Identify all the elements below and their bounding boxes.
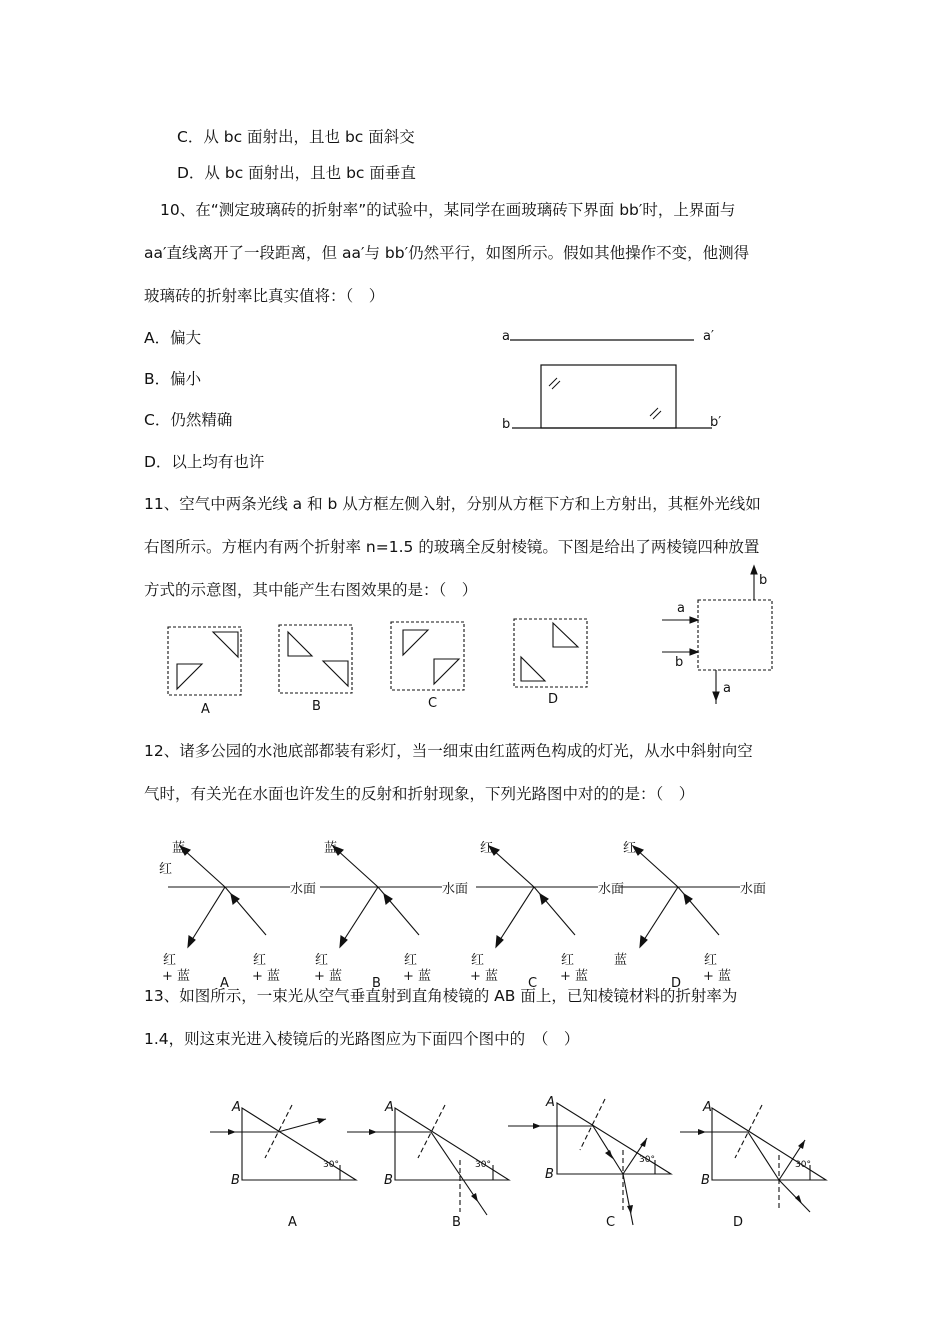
q12-d-br-label-2: + 蓝 <box>703 969 732 984</box>
q12-stem-line1: 12、诸多公园的水池底部都装有彩灯，当一细束由红蓝两色构成的灯光，从水中斜射向空 <box>144 742 753 760</box>
q13-choice-label-a: A <box>288 1215 297 1230</box>
q12-stem-line2: 气时，有关光在水面也许发生的反射和折射现象，下列光路图中对的的是：（ ） <box>144 785 695 803</box>
q13-choice-label-b: B <box>452 1215 461 1230</box>
q12-b-bl-label-2: + 蓝 <box>314 969 343 984</box>
q13-a-vertex-b: B <box>231 1173 240 1188</box>
q12-b-top-label-1: 蓝 <box>324 841 338 856</box>
q11-stem-line1: 11、空气中两条光线 a 和 b 从方框左侧入射，分别从方框下方和上方射出，其框外光线如 <box>144 495 761 513</box>
q10-option-b: B．偏小 <box>144 370 202 388</box>
q12-a-choice-label: A <box>220 976 229 991</box>
q10-stem-line1: 10、在“测定玻璃砖的折射率”的试验中，某同学在画玻璃砖下界面 bb′时，上界面与 <box>160 201 736 219</box>
q10-label-b-prime: b′ <box>710 415 722 430</box>
q12-d-bl-label-1: 蓝 <box>614 953 628 968</box>
q12-c-choice-label: C <box>528 976 538 991</box>
q10-option-a: A．偏大 <box>144 329 202 347</box>
q13-a-vertex-a: A <box>232 1100 241 1115</box>
q12-b-water-label: 水面 <box>442 882 469 897</box>
q9-option-d: D．从 bc 面射出，且也 bc 面垂直 <box>177 164 416 182</box>
q12-b-br-label-2: + 蓝 <box>403 969 432 984</box>
q12-c-bl-label-1: 红 <box>471 953 485 968</box>
q12-c-bl-label-2: + 蓝 <box>470 969 499 984</box>
q9-option-c: C．从 bc 面射出，且也 bc 面斜交 <box>177 128 415 146</box>
q12-c-water-label: 水面 <box>598 882 625 897</box>
q13-b-vertex-b: B <box>384 1173 393 1188</box>
q13-c-angle-label: 30° <box>639 1155 655 1165</box>
q12-d-water-label: 水面 <box>740 882 767 897</box>
q13-stem-line1: 13、如图所示，一束光从空气垂直射到直角棱镜的 AB 面上，已知棱镜材料的折射率为 <box>144 987 738 1005</box>
q12-a-top-label-2: 红 <box>159 862 173 877</box>
q10-stem-line2: aa′直线离开了一段距离，但 aa′与 bb′仍然平行，如图所示。假如其他操作不变，他测得 <box>144 244 750 262</box>
q12-a-top-label-1: 蓝 <box>172 841 186 856</box>
q11-label-a-out: a <box>723 681 731 696</box>
q11-label-b-in: b <box>675 655 684 670</box>
q13-d-vertex-b: B <box>701 1173 710 1188</box>
q13-stem-line2: 1.4，则这束光进入棱镜后的光路图应为下面四个图中的 （ ） <box>144 1030 580 1048</box>
q13-a-angle-label: 30° <box>323 1160 339 1170</box>
q12-c-top-label-1: 红 <box>480 841 494 856</box>
q12-b-choice-label: B <box>372 976 381 991</box>
q11-choice-label-d: D <box>548 692 559 707</box>
q13-b-angle-label: 30° <box>475 1160 491 1170</box>
q10-label-a-prime: a′ <box>703 329 714 344</box>
q12-a-br-label-2: + 蓝 <box>252 969 281 984</box>
q11-choice-label-c: C <box>428 696 438 711</box>
q11-label-b-out: b <box>759 573 768 588</box>
q11-stem-line3: 方式的示意图，其中能产生右图效果的是：（ ） <box>144 581 478 599</box>
q12-b-bl-label-1: 红 <box>315 953 329 968</box>
q12-b-br-label-1: 红 <box>404 953 418 968</box>
q13-d-vertex-a: A <box>703 1100 712 1115</box>
q12-a-bl-label-2: + 蓝 <box>162 969 191 984</box>
q13-d-angle-label: 30° <box>795 1160 811 1170</box>
q10-option-c: C．仍然精确 <box>144 411 233 429</box>
q12-d-br-label-1: 红 <box>704 953 718 968</box>
q12-c-br-label-1: 红 <box>561 953 575 968</box>
q10-option-d: D．以上均有也许 <box>144 453 265 471</box>
q13-b-vertex-a: A <box>385 1100 394 1115</box>
q12-d-choice-label: D <box>671 976 682 991</box>
q13-choice-label-c: C <box>606 1215 616 1230</box>
q13-choice-label-d: D <box>733 1215 744 1230</box>
q11-choice-label-a: A <box>201 702 210 717</box>
q10-stem-line3: 玻璃砖的折射率比真实值将：（ ） <box>144 287 385 305</box>
q10-label-a: a <box>502 329 510 344</box>
q11-label-a-in: a <box>677 601 685 616</box>
q13-c-vertex-a: A <box>546 1095 555 1110</box>
q12-a-br-label-1: 红 <box>253 953 267 968</box>
q12-c-br-label-2: + 蓝 <box>560 969 589 984</box>
q11-choice-label-b: B <box>312 699 321 714</box>
q11-stem-line2: 右图所示。方框内有两个折射率 n=1.5 的玻璃全反射棱镜。下图是给出了两棱镜四种放置 <box>144 538 760 556</box>
q10-label-b: b <box>502 417 511 432</box>
q12-a-bl-label-1: 红 <box>163 953 177 968</box>
q13-c-vertex-b: B <box>545 1167 554 1182</box>
q12-a-water-label: 水面 <box>290 882 317 897</box>
q12-d-top-label-1: 红 <box>623 841 637 856</box>
